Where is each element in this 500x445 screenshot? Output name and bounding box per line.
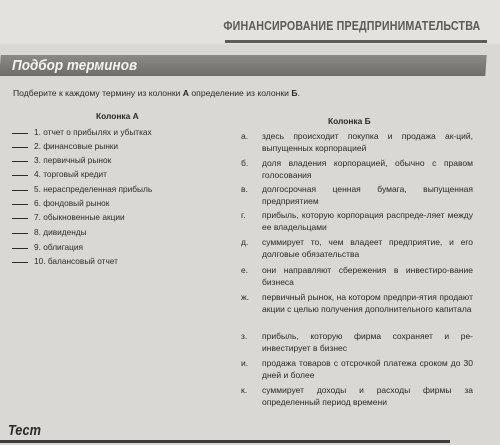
definition-letter: б. bbox=[241, 158, 249, 168]
term-item bbox=[12, 198, 109, 208]
term-label: 10. балансовый отчет bbox=[34, 256, 118, 266]
term-label: 8. дивиденды bbox=[34, 227, 87, 237]
answer-blank[interactable] bbox=[12, 204, 28, 205]
term-label: 9. облигация bbox=[34, 242, 84, 252]
term-label: 2. финансовые рынки bbox=[34, 141, 119, 151]
term-label: 4. торговый кредит bbox=[34, 169, 107, 179]
term-item bbox=[12, 155, 111, 165]
instruction-col-b: Б bbox=[291, 88, 298, 98]
answer-blank[interactable] bbox=[12, 262, 28, 263]
definition-letter: в. bbox=[241, 184, 248, 194]
answer-blank[interactable] bbox=[12, 161, 28, 162]
definition-letter: а. bbox=[241, 131, 249, 141]
term-label: 7. обыкновенные акции bbox=[34, 212, 125, 222]
term-item bbox=[12, 256, 118, 266]
definition-text: первичный рынок, на котором предпри-ятия продают акции с целью получения дополнительного капитала bbox=[262, 292, 473, 314]
instruction-mid: определение из колонки bbox=[189, 88, 292, 98]
term-label: 5. нераспределенная прибыль bbox=[34, 184, 153, 194]
definition-letter: з. bbox=[241, 331, 248, 341]
answer-blank[interactable] bbox=[12, 218, 28, 219]
term-item bbox=[12, 212, 125, 222]
definition-text: прибыль, которую корпорация распреде-ляет между ее владельцами bbox=[262, 210, 473, 232]
instruction-col-a: А bbox=[182, 88, 189, 98]
term-item bbox=[12, 227, 87, 237]
answer-blank[interactable] bbox=[12, 133, 28, 134]
bottom-rule bbox=[0, 440, 450, 443]
running-head-rule bbox=[225, 40, 487, 43]
definition-letter: к. bbox=[241, 385, 248, 395]
definition-letter: и. bbox=[241, 358, 249, 368]
answer-blank[interactable] bbox=[12, 147, 28, 148]
definition-letter: ж. bbox=[241, 292, 250, 302]
instruction-text bbox=[13, 88, 300, 98]
definition-text: продажа товаров с отсрочкой платежа сроком до 30 дней и более bbox=[262, 358, 473, 380]
column-a-heading: Колонка А bbox=[96, 111, 139, 121]
column-b-heading: Колонка Б bbox=[328, 116, 371, 126]
definition-text: суммирует доходы и расходы фирмы за определенный период времени bbox=[262, 385, 473, 407]
instruction-post: . bbox=[297, 88, 300, 98]
definition-letter: г. bbox=[241, 210, 246, 220]
definition-text: долгосрочная ценная бумага, выпущенная предприятием bbox=[262, 184, 473, 206]
section-header bbox=[0, 53, 486, 81]
definition-text: доля владения корпорацией, обычно с правом голосования bbox=[262, 158, 473, 180]
definition-text: суммирует то, чем владеет предприятие, и его долговые обязательства bbox=[262, 237, 473, 259]
term-label: 6. фондовый рынок bbox=[34, 198, 110, 208]
instruction-pre: Подберите к каждому термину из колонки bbox=[13, 88, 183, 98]
term-item bbox=[12, 169, 107, 179]
term-label: 1. отчет о прибылях и убытках bbox=[34, 127, 152, 137]
term-item bbox=[12, 127, 152, 137]
answer-blank[interactable] bbox=[12, 175, 28, 176]
definition-letter: е. bbox=[241, 265, 249, 275]
answer-blank[interactable] bbox=[12, 248, 28, 249]
answer-blank[interactable] bbox=[12, 233, 28, 234]
answer-blank[interactable] bbox=[12, 190, 28, 191]
definition-text: здесь происходит покупка и продажа ак-ций, выпущенных корпорацией bbox=[262, 131, 473, 153]
definition-letter: д. bbox=[241, 237, 249, 247]
term-item bbox=[12, 242, 83, 252]
term-label: 3. первичный рынок bbox=[34, 155, 112, 165]
running-head: ФИНАНСИРОВАНИЕ ПРЕДПРИНИМАТЕЛЬСТВА bbox=[223, 18, 480, 33]
term-item bbox=[12, 184, 152, 194]
section-title: Подбор терминов bbox=[12, 57, 138, 74]
test-section-title: Тест bbox=[8, 422, 41, 439]
definition-text: они направляют сбережения в инвестиро-вание бизнеса bbox=[262, 265, 473, 287]
term-item bbox=[12, 141, 118, 151]
definition-text: прибыль, которую фирма сохраняет и ре-инвестирует в бизнес bbox=[262, 331, 473, 353]
